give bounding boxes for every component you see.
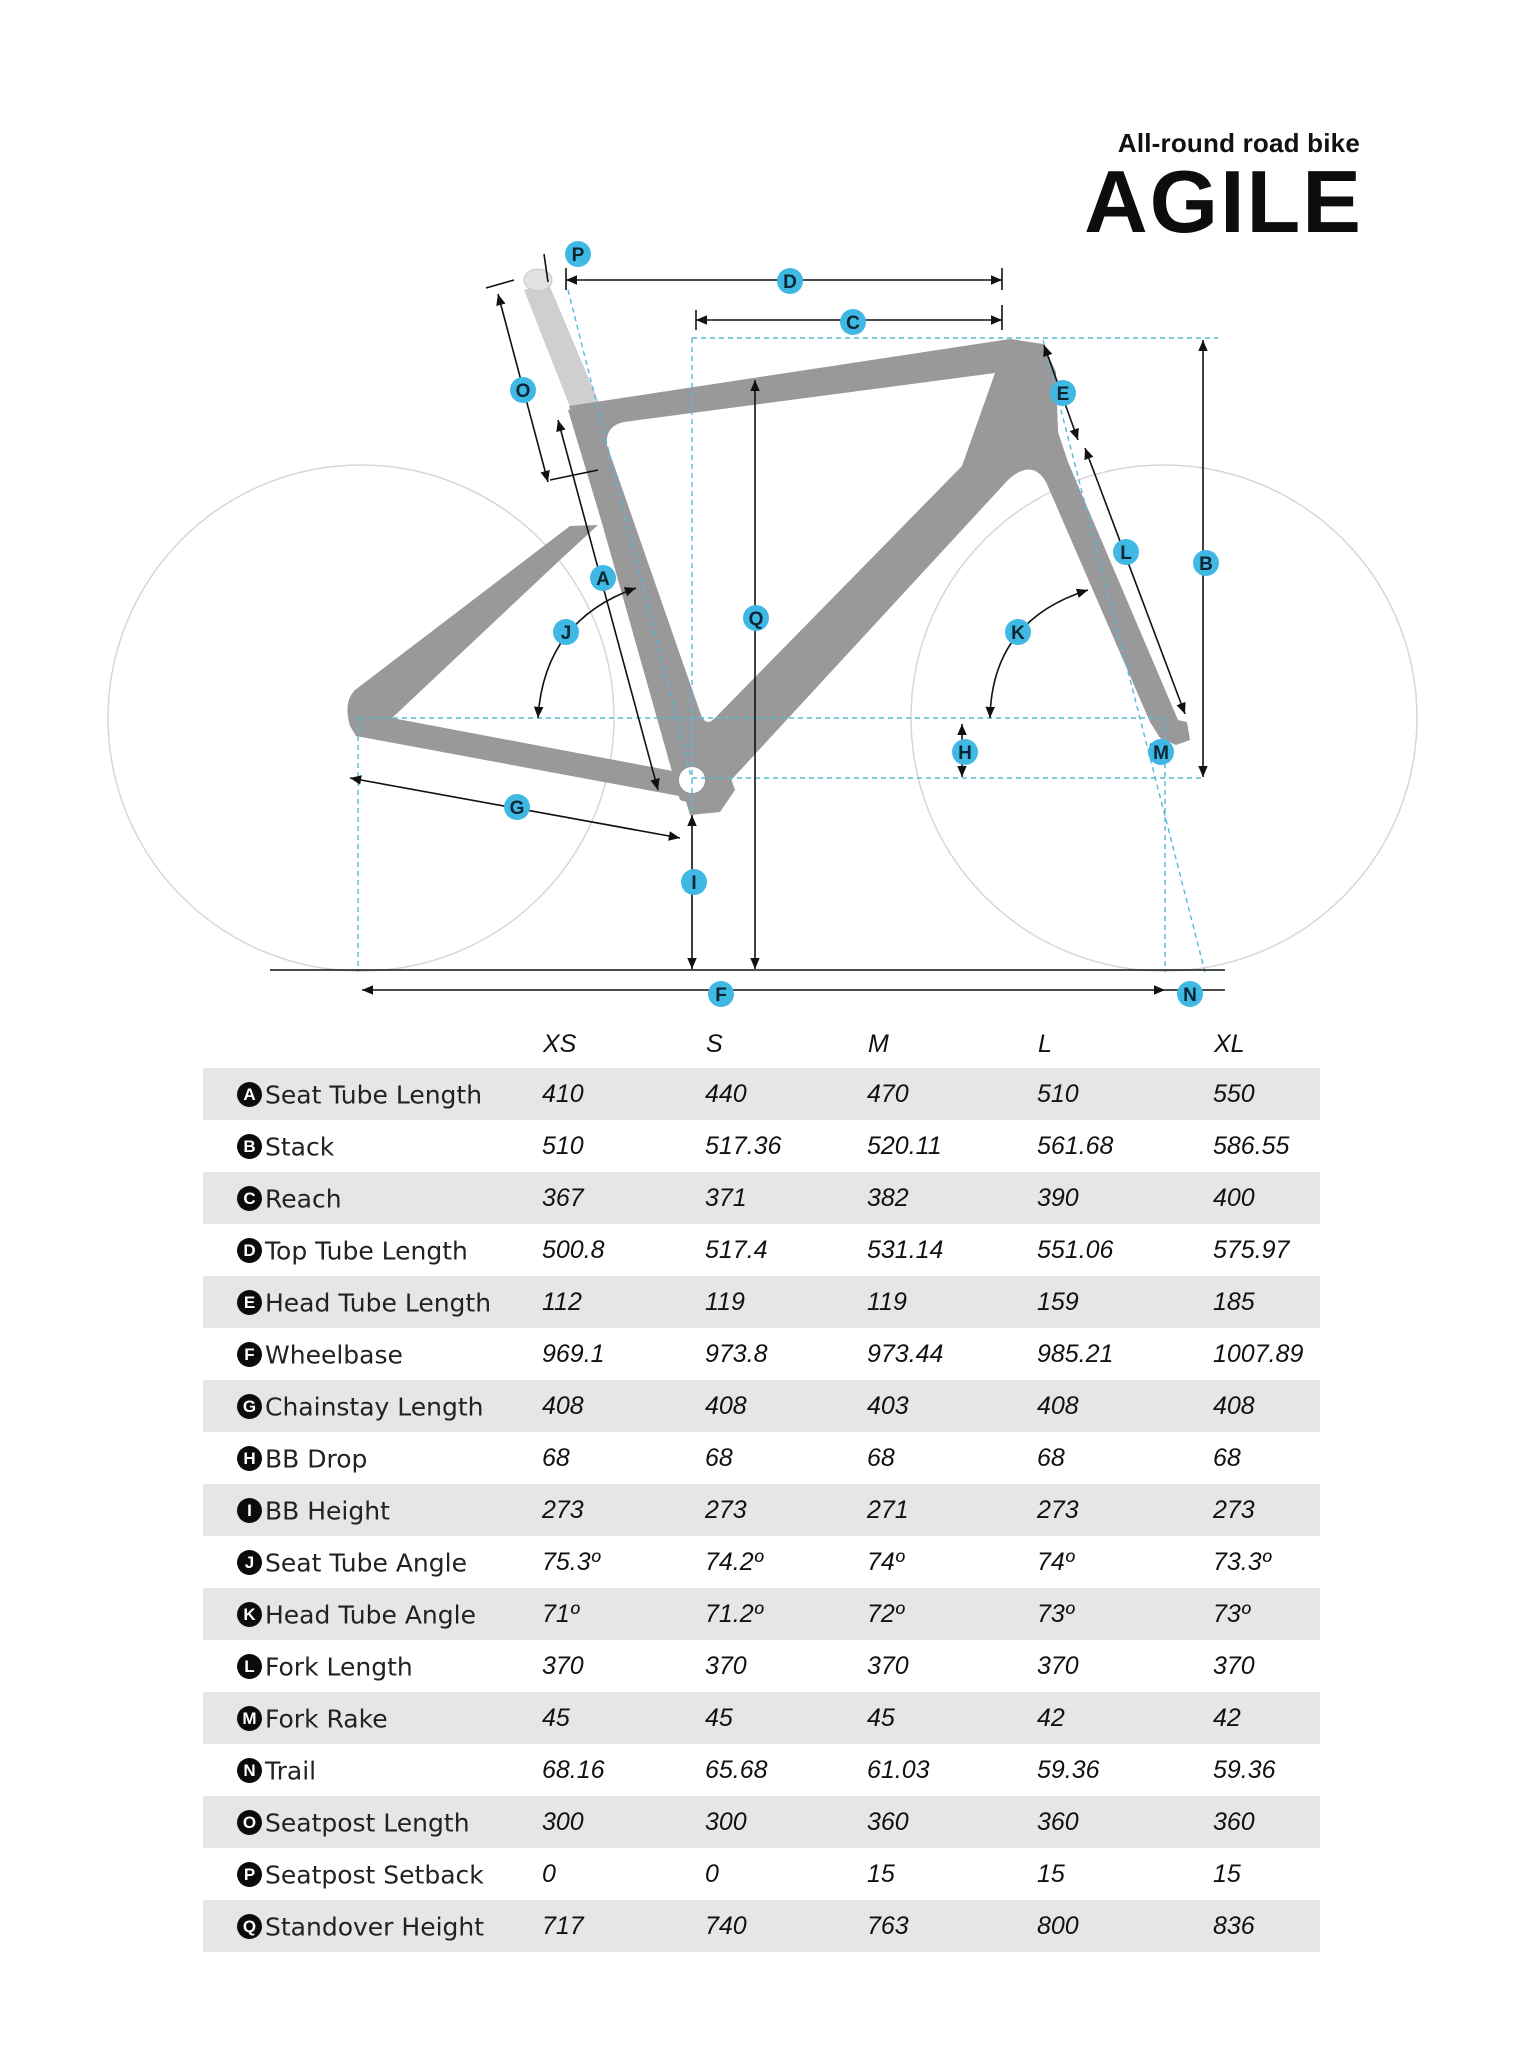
size-value-xl: 408 xyxy=(1213,1380,1320,1432)
measurement-name: Fork Rake xyxy=(265,1704,388,1734)
size-value-s: 517.4 xyxy=(705,1235,768,1264)
bike-geometry-diagram xyxy=(0,0,1521,1010)
label-C xyxy=(840,309,866,335)
size-value-xl: 836 xyxy=(1213,1900,1320,1952)
size-value-l: 510 xyxy=(1037,1068,1213,1120)
svg-text:J: J xyxy=(560,623,572,644)
size-value-xl: 73.3º xyxy=(1213,1547,1271,1576)
size-value-xl: 185 xyxy=(1213,1276,1320,1328)
size-value-m: 45 xyxy=(867,1692,1037,1744)
size-value-xs: 370 xyxy=(542,1651,584,1680)
row-name-cell xyxy=(203,1900,542,1952)
svg-text:C: C xyxy=(846,313,860,334)
size-value-xs: 500.8 xyxy=(542,1235,605,1264)
table-body xyxy=(203,1068,1320,1952)
letter-badge: F xyxy=(237,1342,262,1367)
letter-badge: C xyxy=(237,1186,262,1211)
size-value-xs: 300 xyxy=(542,1796,705,1848)
table-row xyxy=(203,1640,1320,1692)
size-value-xs: 367 xyxy=(542,1172,705,1224)
subtitle: All-round road bike xyxy=(1117,128,1360,158)
table-row xyxy=(203,1120,1320,1172)
table-row xyxy=(203,1432,1320,1484)
svg-text:Q: Q xyxy=(748,609,764,630)
size-value-xs: 273 xyxy=(542,1484,705,1536)
row-name-cell xyxy=(203,1588,542,1640)
row-name-cell xyxy=(203,1380,542,1432)
size-value-xl: 586.55 xyxy=(1213,1131,1290,1160)
table-row xyxy=(203,1224,1320,1276)
size-value-xl: 68 xyxy=(1213,1443,1241,1472)
row-name-cell xyxy=(203,1484,542,1536)
size-value-xs: 45 xyxy=(542,1692,705,1744)
size-value-l: 42 xyxy=(1037,1692,1213,1744)
label-M xyxy=(1148,739,1174,765)
table-row xyxy=(203,1848,1320,1900)
size-value-l: 73º xyxy=(1037,1588,1213,1640)
row-name-cell xyxy=(203,1328,542,1380)
row-name-cell xyxy=(203,1536,542,1588)
measurement-name: Stack xyxy=(265,1132,335,1162)
svg-text:E: E xyxy=(1056,384,1070,405)
size-value-m: 370 xyxy=(867,1651,909,1680)
size-value-m: 74º xyxy=(867,1547,904,1576)
label-H xyxy=(952,739,978,765)
size-value-l: 59.36 xyxy=(1037,1755,1100,1784)
measurement-name: Top Tube Length xyxy=(265,1236,468,1266)
label-I xyxy=(681,869,707,895)
size-value-xl: 42 xyxy=(1213,1692,1320,1744)
size-value-m: 403 xyxy=(867,1380,1037,1432)
measurement-name: Seat Tube Angle xyxy=(265,1548,467,1578)
size-value-xs: 75.3º xyxy=(542,1547,600,1576)
size-value-m: 360 xyxy=(867,1796,1037,1848)
size-value-xl: 400 xyxy=(1213,1172,1320,1224)
size-value-m: 61.03 xyxy=(867,1755,930,1784)
measurement-name: Fork Length xyxy=(265,1652,413,1682)
size-value-xs: 68 xyxy=(542,1443,570,1472)
measurement-name: Standover Height xyxy=(265,1912,485,1942)
table-row xyxy=(203,1276,1320,1328)
label-Q xyxy=(743,605,769,631)
size-value-xl: 273 xyxy=(1213,1484,1320,1536)
svg-text:O: O xyxy=(515,381,531,402)
size-value-s: 74.2º xyxy=(705,1547,763,1576)
size-value-s: 370 xyxy=(705,1651,747,1680)
size-value-l: 273 xyxy=(1037,1484,1213,1536)
size-value-s: 517.36 xyxy=(705,1131,782,1160)
letter-badge: M xyxy=(237,1706,262,1731)
size-value-xl: 550 xyxy=(1213,1068,1320,1120)
size-value-m: 763 xyxy=(867,1900,1037,1952)
svg-text:L: L xyxy=(1120,543,1132,564)
size-value-m: 72º xyxy=(867,1588,1037,1640)
size-value-l: 74º xyxy=(1037,1547,1074,1576)
svg-text:G: G xyxy=(509,798,525,819)
letter-badge: J xyxy=(237,1550,262,1575)
size-value-s: 45 xyxy=(705,1692,867,1744)
size-value-m: 119 xyxy=(867,1276,1037,1328)
measurement-name: Head Tube Length xyxy=(265,1288,492,1318)
size-value-s: 119 xyxy=(705,1276,867,1328)
size-value-m: 271 xyxy=(867,1484,1037,1536)
size-value-s: 440 xyxy=(705,1068,867,1120)
svg-text:I: I xyxy=(691,873,697,894)
size-value-s: 973.8 xyxy=(705,1339,768,1368)
size-value-l: 390 xyxy=(1037,1172,1213,1224)
measurement-name: BB Height xyxy=(265,1496,390,1526)
size-value-m: 15 xyxy=(867,1859,895,1888)
size-value-xl: 1007.89 xyxy=(1213,1339,1304,1368)
table-header-blank xyxy=(203,1020,542,1068)
size-value-m: 531.14 xyxy=(867,1235,944,1264)
size-value-xl: 360 xyxy=(1213,1796,1320,1848)
table-row xyxy=(203,1796,1320,1848)
svg-text:D: D xyxy=(783,272,797,293)
table-row xyxy=(203,1692,1320,1744)
label-G xyxy=(504,794,530,820)
size-value-l: 159 xyxy=(1037,1276,1213,1328)
size-value-xs: 717 xyxy=(542,1900,705,1952)
table-row xyxy=(203,1588,1320,1640)
row-name-cell xyxy=(203,1796,542,1848)
svg-text:M: M xyxy=(1153,743,1169,764)
letter-badge: O xyxy=(237,1810,262,1835)
page-title: AGILE xyxy=(1084,152,1363,251)
size-value-l: 68 xyxy=(1037,1443,1065,1472)
table-row xyxy=(203,1328,1320,1380)
letter-badge: I xyxy=(237,1498,262,1523)
row-name-cell xyxy=(203,1744,542,1796)
label-O xyxy=(510,377,536,403)
size-value-l: 360 xyxy=(1037,1796,1213,1848)
measurement-name: Trail xyxy=(265,1756,317,1786)
measurement-name: Seat Tube Length xyxy=(265,1080,483,1110)
size-value-xs: 969.1 xyxy=(542,1339,605,1368)
size-value-l: 800 xyxy=(1037,1900,1213,1952)
column-header: XL xyxy=(1214,1029,1245,1058)
size-value-m: 520.11 xyxy=(867,1131,942,1160)
letter-badge: N xyxy=(237,1758,262,1783)
size-value-s: 371 xyxy=(705,1172,867,1224)
label-N xyxy=(1177,981,1203,1007)
size-value-s: 71.2º xyxy=(705,1588,867,1640)
size-value-s: 300 xyxy=(705,1796,867,1848)
size-value-xs: 510 xyxy=(542,1131,584,1160)
measurement-name: Chainstay Length xyxy=(265,1392,484,1422)
size-value-xl: 59.36 xyxy=(1213,1755,1276,1784)
size-value-m: 470 xyxy=(867,1068,1037,1120)
label-P xyxy=(565,241,591,267)
row-name-cell xyxy=(203,1640,542,1692)
size-value-xs: 68.16 xyxy=(542,1755,605,1784)
measurement-name: BB Drop xyxy=(265,1444,368,1474)
letter-badge: K xyxy=(237,1602,262,1627)
table-row xyxy=(203,1484,1320,1536)
letter-badge: Q xyxy=(237,1914,262,1939)
frame xyxy=(347,339,1190,815)
column-header: XS xyxy=(543,1029,577,1058)
size-value-l: 551.06 xyxy=(1037,1235,1114,1264)
svg-text:H: H xyxy=(958,743,972,764)
size-value-xl: 15 xyxy=(1213,1859,1241,1888)
table-header-row xyxy=(203,1020,1320,1068)
table-row xyxy=(203,1068,1320,1120)
size-value-s: 68 xyxy=(705,1443,733,1472)
letter-badge: A xyxy=(237,1082,262,1107)
row-name-cell xyxy=(203,1068,542,1120)
size-value-xs: 410 xyxy=(542,1068,705,1120)
row-name-cell xyxy=(203,1432,542,1484)
geometry-table xyxy=(203,1020,1320,1952)
svg-text:K: K xyxy=(1011,623,1025,644)
row-name-cell xyxy=(203,1848,542,1900)
measurement-name: Seatpost Setback xyxy=(265,1860,484,1890)
size-value-l: 15 xyxy=(1037,1859,1065,1888)
letter-badge: P xyxy=(237,1862,262,1887)
label-F xyxy=(708,981,734,1007)
row-name-cell xyxy=(203,1172,542,1224)
letter-badge: L xyxy=(237,1654,262,1679)
row-name-cell xyxy=(203,1224,542,1276)
size-value-l: 370 xyxy=(1037,1651,1079,1680)
size-value-s: 740 xyxy=(705,1900,867,1952)
svg-text:P: P xyxy=(571,245,585,266)
size-value-m: 973.44 xyxy=(867,1339,944,1368)
size-value-l: 985.21 xyxy=(1037,1339,1114,1368)
size-value-xl: 370 xyxy=(1213,1651,1255,1680)
letter-badge: H xyxy=(237,1446,262,1471)
label-D xyxy=(777,268,803,294)
svg-text:A: A xyxy=(596,569,610,590)
label-A xyxy=(590,565,616,591)
column-header: M xyxy=(868,1029,889,1058)
row-name-cell xyxy=(203,1120,542,1172)
svg-text:N: N xyxy=(1183,985,1197,1006)
label-K xyxy=(1005,619,1031,645)
size-value-m: 382 xyxy=(867,1172,1037,1224)
size-value-s: 65.68 xyxy=(705,1755,768,1784)
size-value-l: 408 xyxy=(1037,1380,1213,1432)
column-header: S xyxy=(706,1029,723,1058)
measurement-name: Reach xyxy=(265,1184,342,1214)
size-value-xl: 73º xyxy=(1213,1588,1320,1640)
svg-text:B: B xyxy=(1199,554,1213,575)
letter-badge: G xyxy=(237,1394,262,1419)
label-J xyxy=(553,619,579,645)
size-value-s: 273 xyxy=(705,1484,867,1536)
size-value-xs: 0 xyxy=(542,1859,556,1888)
svg-text:F: F xyxy=(715,985,727,1006)
measurement-name: Wheelbase xyxy=(265,1340,403,1370)
table-row xyxy=(203,1744,1320,1796)
table-row xyxy=(203,1536,1320,1588)
row-name-cell xyxy=(203,1276,542,1328)
size-value-xs: 408 xyxy=(542,1380,705,1432)
size-value-xs: 112 xyxy=(542,1276,705,1328)
table-row xyxy=(203,1172,1320,1224)
column-header: L xyxy=(1038,1029,1052,1058)
letter-badge: B xyxy=(237,1134,262,1159)
size-value-xs: 71º xyxy=(542,1588,705,1640)
table-row xyxy=(203,1900,1320,1952)
letter-badge: D xyxy=(237,1238,262,1263)
size-value-s: 0 xyxy=(705,1859,719,1888)
label-L xyxy=(1113,539,1139,565)
size-value-l: 561.68 xyxy=(1037,1131,1114,1160)
size-value-xl: 575.97 xyxy=(1213,1235,1290,1264)
letter-badge: E xyxy=(237,1290,262,1315)
size-value-m: 68 xyxy=(867,1443,895,1472)
label-E xyxy=(1050,380,1076,406)
row-name-cell xyxy=(203,1692,542,1744)
measurement-name: Seatpost Length xyxy=(265,1808,470,1838)
size-value-s: 408 xyxy=(705,1380,867,1432)
table-row xyxy=(203,1380,1320,1432)
measurement-name: Head Tube Angle xyxy=(265,1600,476,1630)
label-B xyxy=(1193,550,1219,576)
